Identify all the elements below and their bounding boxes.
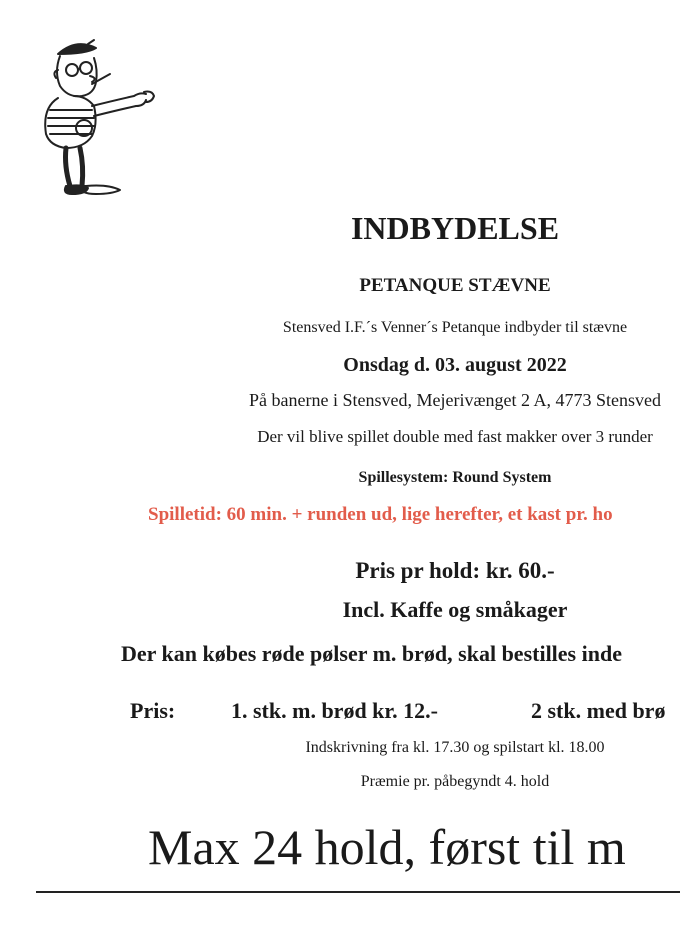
divider	[36, 891, 680, 893]
price-row	[0, 698, 680, 726]
sausages-text: Der kan købes røde pølser m. brød, skal bestilles inde	[121, 641, 622, 666]
page-subtitle: PETANQUE STÆVNE	[359, 275, 551, 296]
price-one-sausage: 1. stk. m. brød kr. 12.-	[231, 698, 438, 723]
intro-text: Stensved I.F.´s Venner´s Petanque indbyder til stævne	[282, 319, 628, 336]
registration-text: Indskrivning fra kl. 17.30 og spilstart kl. 18.00	[305, 739, 605, 756]
included-text: Incl. Kaffe og småkager	[342, 597, 568, 622]
playtime-text: Spilletid: 60 min. + runden ud, lige herefter, et kast pr. ho	[148, 504, 613, 525]
page-title: INDBYDELSE	[350, 210, 560, 246]
prize-text: Præmie pr. påbegyndt 4. hold	[360, 773, 550, 790]
petanque-player-mascot-icon	[36, 36, 166, 206]
max-teams-text: Max 24 hold, først til m	[148, 819, 626, 875]
event-date: Onsdag d. 03. august 2022	[343, 354, 567, 376]
price-row-label: Pris:	[130, 698, 176, 723]
price-text: Pris pr hold: kr. 60.-	[355, 558, 555, 583]
price-two-sausages: 2 stk. med brø	[531, 698, 666, 723]
game-system: Spillesystem: Round System	[358, 469, 552, 486]
game-format: Der vil blive spillet double med fast makker over 3 runder	[257, 427, 653, 446]
event-location: På banerne i Stensved, Mejerivænget 2 A, 4773 Stensved	[249, 390, 661, 410]
